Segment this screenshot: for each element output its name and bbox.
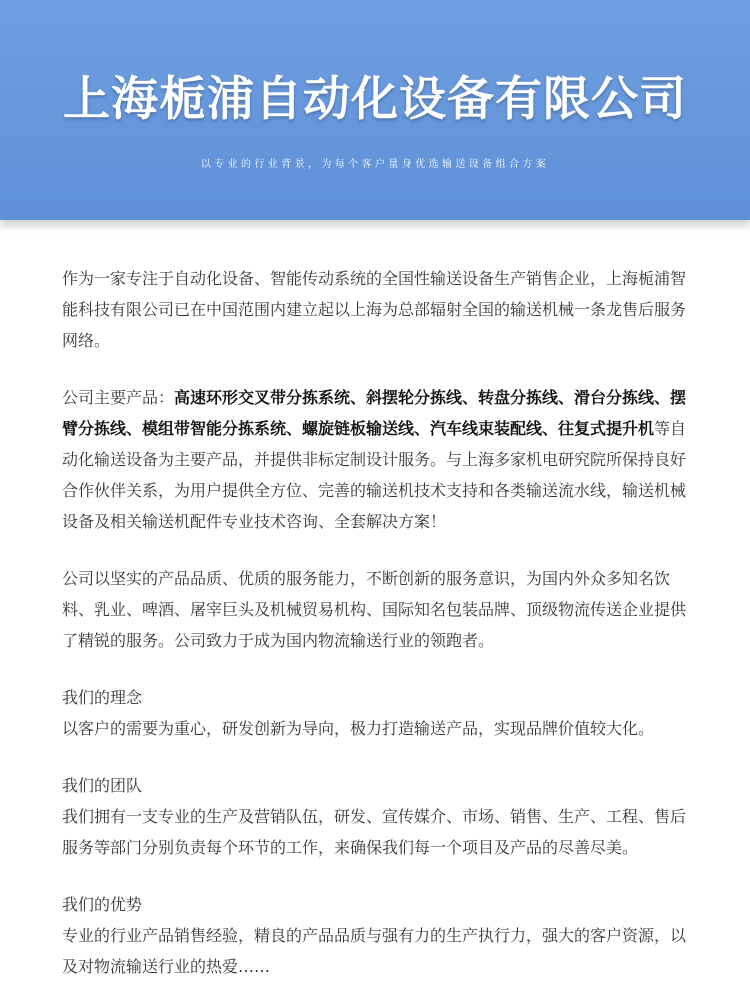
intro-paragraph: 作为一家专注于自动化设备、智能传动系统的全国性输送设备生产销售企业，上海栀浦智能科技有限公司已在中国范围内建立起以上海为总部辐射全国的输送机械一条龙售后服务网络。 [62, 269, 687, 350]
philosophy-text: 以客户的需要为重心，研发创新为导向，极力打造输送产品，实现品牌价值较大化。 [62, 719, 655, 738]
header-banner [0, 0, 750, 220]
team-section [62, 770, 694, 863]
company-profile [62, 263, 694, 1008]
philosophy-section [62, 682, 694, 744]
team-heading: 我们的团队 [62, 776, 143, 795]
advantage-heading: 我们的优势 [62, 895, 143, 914]
philosophy-heading: 我们的理念 [62, 688, 143, 707]
advantage-text: 专业的行业产品销售经验，精良的产品品质与强有力的生产执行力，强大的客户资源，以及对物流输送行业的热爱…… [62, 926, 687, 976]
company-title: 上海栀浦自动化设备有限公司 [63, 72, 687, 127]
products-paragraph [62, 382, 694, 537]
products-rest: 等自动化输送设备为主要产品，并提供非标定制设计服务。与上海多家机电研究院所保持良好合作伙伴关系，为用户提供全方位、完善的输送机技术支持和各类输送流水线，输送机械设备及相关输送机配件专业技术咨询、全套解决方案！ [62, 419, 687, 531]
products-highlight: 高速环形交叉带分拣系统、斜摆轮分拣线、转盘分拣线、滑台分拣线、摆臂分拣线、模组带智能分拣系统、螺旋链板输送线、汽车线束装配线、往复式提升机 [62, 388, 687, 438]
company-slogan: 以专业的行业背景，为每个客户量身优选输送设备组合方案 [200, 159, 550, 170]
advantage-section [62, 889, 694, 982]
products-lead: 公司主要产品： [62, 388, 175, 407]
service-paragraph: 公司以坚实的产品品质、优质的服务能力，不断创新的服务意识，为国内外众多知名饮料、乳业、啤酒、屠宰巨头及机械贸易机构、国际知名包装品牌、顶级物流传送企业提供了精锐的服务。公司致力于成为国内物流输送行业的领跑者。 [62, 569, 687, 650]
team-text: 我们拥有一支专业的生产及营销队伍，研发、宣传媒介、市场、销售、生产、工程、售后服务等部门分别负责每个环节的工作，来确保我们每一个项目及产品的尽善尽美。 [62, 807, 687, 857]
